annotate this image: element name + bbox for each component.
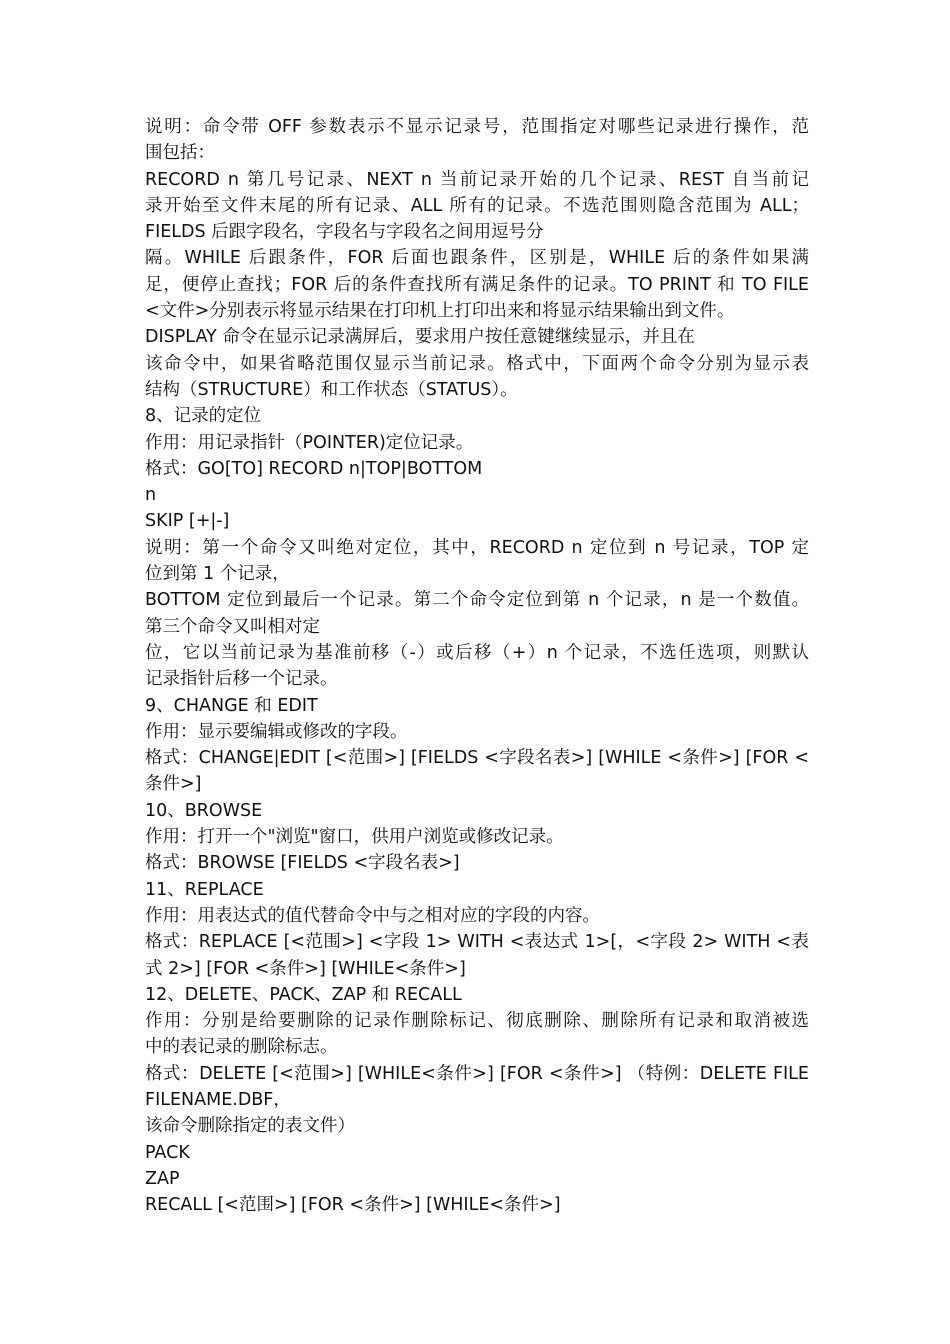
text-line: n: [145, 485, 157, 506]
text-line: 位到第 1 个记录，: [145, 564, 290, 585]
text-line: <文件>分别表示将显示结果在打印机上打印出来和将显示结果输出到文件。: [145, 301, 735, 322]
text-line: BOTTOM 定位到最后一个记录。第二个命令定位到第 n 个记录，n 是一个数值。: [145, 590, 809, 611]
text-line: 格式：REPLACE [<范围>] <字段 1> WITH <表达式 1>[，<字段 2> WITH <表: [145, 932, 809, 953]
text-line: 该命令中，如果省略范围仅显示当前记录。格式中，下面两个命令分别为显示表: [145, 353, 809, 374]
text-line: 该命令删除指定的表文件）: [145, 1116, 355, 1137]
document-body: [145, 114, 809, 1218]
text-line: 录开始至文件末尾的所有记录、ALL 所有的记录。不选范围则隐含范围为 ALL；: [145, 195, 809, 216]
section-heading: 11、REPLACE: [145, 879, 264, 900]
text-line: 式 2>] [FOR <条件>] [WHILE<条件>]: [145, 958, 466, 979]
text-line: RECORD n 第几号记录、NEXT n 当前记录开始的几个记录、REST 自当前记: [145, 169, 809, 190]
text-line: 隔。WHILE 后跟条件，FOR 后面也跟条件，区别是，WHILE 后的条件如果满: [145, 248, 809, 269]
text-line: 第三个命令又叫相对定: [145, 616, 320, 637]
text-line: ZAP: [145, 1168, 180, 1189]
text-line: 说明：命令带 OFF 参数表示不显示记录号，范围指定对哪些记录进行操作，范: [145, 117, 809, 137]
text-line: 位，它以当前记录为基准前移（-）或后移（+）n 个记录，不选任选项，则默认: [145, 642, 809, 663]
text-line: 围包括：: [145, 143, 215, 164]
section-heading: 8、记录的定位: [145, 406, 262, 427]
text-line: 格式：CHANGE|EDIT [<范围>] [FIELDS <字段名表>] [WHILE <条件>] [FOR <: [145, 748, 809, 769]
text-line: 格式：GO[TO] RECORD n|TOP|BOTTOM: [145, 458, 483, 479]
text-line: 结构（STRUCTURE）和工作状态（STATUS）。: [145, 379, 518, 400]
text-line: 作用：显示要编辑或修改的字段。: [145, 721, 408, 742]
text-line: 作用：用表达式的值代替命令中与之相对应的字段的内容。: [145, 905, 600, 926]
text-line: FILENAME.DBF，: [145, 1089, 291, 1110]
text-line: 条件>]: [145, 774, 202, 795]
text-line: FIELDS 后跟字段名，字段名与字段名之间用逗号分: [145, 222, 544, 243]
text-line: 足，便停止查找；FOR 后的条件查找所有满足条件的记录。TO PRINT 和 TO FILE: [145, 274, 809, 295]
text-line: DISPLAY 命令在显示记录满屏后，要求用户按任意键继续显示，并且在: [145, 327, 695, 348]
text-line: 记录指针后移一个记录。: [145, 669, 338, 690]
text-line: 中的表记录的删除标志。: [145, 1037, 338, 1058]
text-line: 格式：BROWSE [FIELDS <字段名表>]: [145, 853, 460, 874]
text-line: 格式：DELETE [<范围>] [WHILE<条件>] [FOR <条件>] （特例：DELETE FILE: [145, 1063, 809, 1084]
text-line: 作用：用记录指针（POINTER)定位记录。: [145, 432, 474, 453]
text-line: SKIP [+|-]: [145, 511, 230, 532]
text-line: 说明：第一个命令又叫绝对定位，其中，RECORD n 定位到 n 号记录，TOP 定: [145, 537, 809, 558]
text-line: PACK: [145, 1142, 190, 1163]
section-heading: 9、CHANGE 和 EDIT: [145, 695, 318, 716]
text-line: 作用：分别是给要删除的记录作删除标记、彻底删除、删除所有记录和取消被选: [145, 1011, 809, 1032]
text-line: RECALL [<范围>] [FOR <条件>] [WHILE<条件>]: [145, 1195, 561, 1216]
section-heading: 10、BROWSE: [145, 800, 263, 821]
section-heading: 12、DELETE、PACK、ZAP 和 RECALL: [145, 984, 462, 1005]
text-line: 作用：打开一个"浏览"窗口，供用户浏览或修改记录。: [145, 827, 564, 848]
